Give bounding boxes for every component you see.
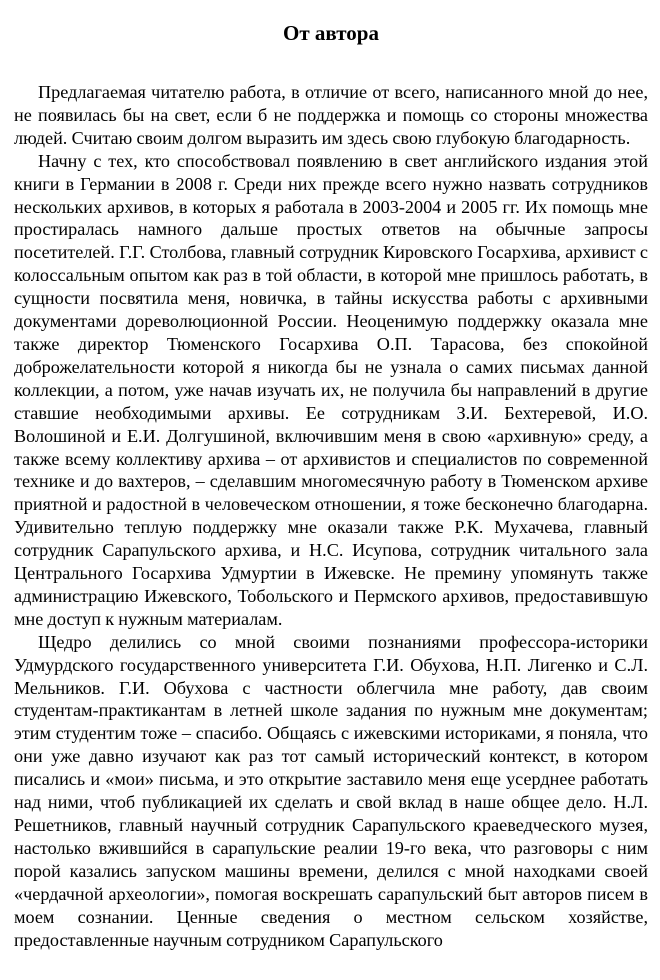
paragraph-gratitude-intro: Предлагаемая читателю работа, в отличие от всего, написанного мной до нее, не появилась бы на свет, если б не поддержка и помощь со стороны множества людей. Считаю своим долгом выразить им здесь свою глубокую благодарность.: [14, 82, 648, 148]
document-body: [14, 81, 648, 951]
document-title: От автора: [283, 21, 379, 45]
paragraph-historians: Щедро делились со мной своими познаниями профессора-историки Удмурдского государственного университета Г.И. Обухова, Н.П. Лигенко и С.Л. Мельников. Г.И. Обухова с частности облегчила мне работу, дав своим студентам-практикантам в летней школе задания по нужным мне документам; этим студентим тоже – спасибо. Общаясь с ижевскими историками, я поняла, что они уже давно изучают как раз тот самый исторический контекст, в котором писались и «мои» письма, и это открытие заставило меня еще усерднее работать над ними, чтоб публикацией их сделать и свой вклад в наше общее дело. Н.Л. Решетников, главный научный сотрудник Сарапульского краеведческого музея, настолько вжившийся в сарапульские реалии 19-го века, что разговоры с ним порой казались запуском машины времени, делился с мной находками своей «чердачной археологии», помогая воскрешать сарапульский быт авторов писем в моем сознании. Ценные сведения о местном сельском хозяйстве, предоставленные научным сотрудником Сарапульского: [14, 631, 648, 950]
document-page: [14, 0, 648, 951]
paragraph-archives: Начну с тех, кто способствовал появлению в свет английского издания этой книги в Германии в 2008 г. Среди них прежде всего нужно назвать сотрудников нескольких архивов, в которых я работала в 2003-2004 и 2005 гг. Их помощь мне простиралась намного дальше простых ответов на обычные запросы посетителей. Г.Г. Столбова, главный сотрудник Кировского Госархива, архивист с колоссальным опытом как раз в той области, в которой мне пришлось работать, в сущности посвятила меня, новичка, в тайны искусства работы с архивными документами дореволюционной России. Неоценимую поддержку оказала мне также директор Тюменского Госархива О.П. Тарасова, без спокойной доброжелательности которой я никогда бы не узнала о самих письмах данной коллекции, а потом, уже начав изучать их, не получила бы направлений в другие ставшие необходимыми архивы. Ее сотрудникам З.И. Бехтеревой, И.О. Волошиной и Е.И. Долгушиной, включившим меня в свою «архивную» среду, а также всему коллективу архива – от архивистов и специалистов по современной технике и до вахтеров, – сделавшим многомесячную работу в Тюменском архиве приятной и радостной в человеческом отношении, я тоже бесконечно благодарна. Удивительно теплую поддержку мне оказали также Р.К. Мухачева, главный сотрудник Сарапульского архива, и Н.С. Исупова, сотрудник читального зала Центрального Госархива Удмуртии в Ижевске. Не премину упомянуть также администрацию Ижевского, Тобольского и Пермского архивов, предоставившую мне доступ к нужным материалам.: [14, 150, 648, 629]
